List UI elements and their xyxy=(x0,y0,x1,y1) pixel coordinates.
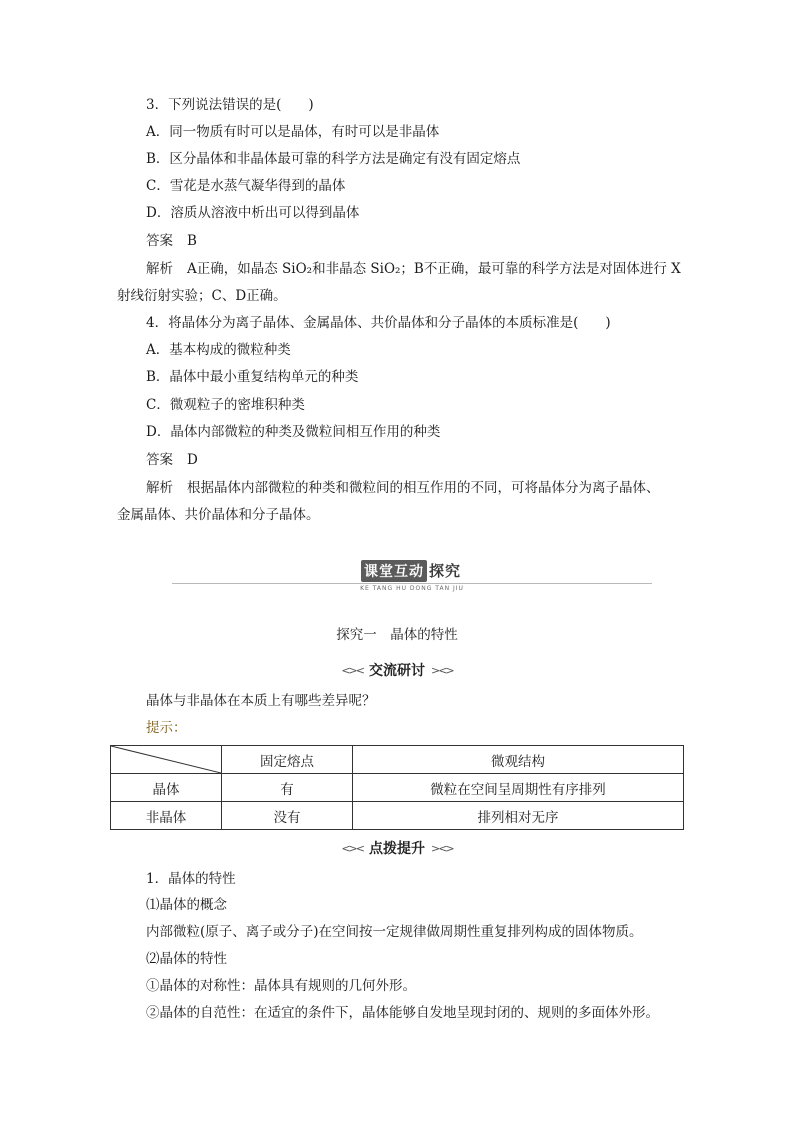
table-header-cell: 微观结构 xyxy=(353,746,684,774)
banner-rest: 探究 xyxy=(428,562,461,580)
analysis-text: A正确，如晶态 SiO₂和非晶态 SiO₂；B不正确，最可靠的科学方法是对固体进行 X xyxy=(187,261,681,277)
hint-label: 提示： xyxy=(146,720,187,736)
table-cell: 晶体 xyxy=(111,774,222,802)
table-cell: 排列相对无序 xyxy=(353,802,684,830)
q4-option-a: A．基本构成的微粒种类 xyxy=(146,342,291,358)
table-row xyxy=(111,802,684,830)
table-row xyxy=(111,774,684,802)
property-symmetry: ①晶体的对称性：晶体具有规则的几何外形。 xyxy=(146,978,416,994)
q3-analysis-line2: 射线衍射实验；C、D正确。 xyxy=(117,288,287,304)
banner-highlight: 课堂互动 xyxy=(361,560,427,582)
right-chevron-decoration-icon: ><> xyxy=(431,841,453,855)
left-chevron-decoration-icon: <>< xyxy=(341,663,363,677)
q4-option-c: C．微观粒子的密堆积种类 xyxy=(146,397,305,413)
table-cell: 有 xyxy=(222,774,353,802)
comparison-table xyxy=(110,745,684,830)
right-chevron-decoration-icon: ><> xyxy=(431,663,453,677)
q4-answer xyxy=(146,451,198,469)
answer-label: 答案 xyxy=(146,452,173,468)
q4-stem: 4．将晶体分为离子晶体、金属晶体、共价晶体和分子晶体的本质标准是( ) xyxy=(146,315,611,331)
answer-value: B xyxy=(187,233,197,249)
table-header-cell: 固定熔点 xyxy=(222,746,353,774)
subitem-1-text: 内部微粒(原子、离子或分子)在空间按一定规律做周期性重复排列构成的固体物质。 xyxy=(146,924,643,940)
item-1-heading: 1．晶体的特性 xyxy=(146,871,236,887)
subitem-2-heading: ⑵晶体的特性 xyxy=(146,951,227,967)
answer-value: D xyxy=(187,452,198,468)
subitem-1-heading: ⑴晶体的概念 xyxy=(146,897,227,913)
question-text: 晶体与非晶体在本质上有哪些差异呢？ xyxy=(146,693,376,709)
q3-option-c: C．雪花是水蒸气凝华得到的晶体 xyxy=(146,178,346,194)
q3-stem: 3．下列说法错误的是( ) xyxy=(146,97,314,113)
q4-option-d: D．晶体内部微粒的种类及微粒间相互作用的种类 xyxy=(146,424,441,440)
q4-analysis-line2: 金属晶体、共价晶体和分子晶体。 xyxy=(117,507,320,523)
q3-option-d: D．溶质从溶液中析出可以得到晶体 xyxy=(146,205,360,221)
banner-rule xyxy=(172,583,652,584)
analysis-label: 解析 xyxy=(146,261,173,277)
q3-answer xyxy=(146,232,197,250)
table-cell: 微粒在空间呈周期性有序排列 xyxy=(353,774,684,802)
property-self-shaping: ②晶体的自范性：在适宜的条件下，晶体能够自发地呈现封闭的、规则的多面体外形。 xyxy=(146,1005,659,1021)
tips-heading-text: 点拨提升 xyxy=(369,841,425,857)
banner-title xyxy=(355,560,467,581)
table-header-row xyxy=(111,746,684,774)
exchange-heading-text: 交流研讨 xyxy=(369,663,425,679)
section-banner xyxy=(172,558,652,594)
analysis-text: 根据晶体内部微粒的种类和微粒间的相互作用的不同，可将晶体分为离子晶体、 xyxy=(187,480,660,496)
exchange-heading xyxy=(0,660,794,680)
diagonal-line-icon xyxy=(111,746,221,773)
section-title: 探究一 晶体的特性 xyxy=(336,627,458,643)
q3-analysis-line1 xyxy=(146,260,681,278)
table-cell: 没有 xyxy=(222,802,353,830)
tips-heading xyxy=(0,838,794,858)
table-cell: 非晶体 xyxy=(111,802,222,830)
q3-option-b: B．区分晶体和非晶体最可靠的科学方法是确定有没有固定熔点 xyxy=(146,151,521,167)
q3-option-a: A．同一物质有时可以是晶体，有时可以是非晶体 xyxy=(146,124,440,140)
q4-option-b: B．晶体中最小重复结构单元的种类 xyxy=(146,369,359,385)
answer-label: 答案 xyxy=(146,233,173,249)
table-corner-cell xyxy=(111,746,222,774)
analysis-label: 解析 xyxy=(146,480,173,496)
banner-subtitle: KE TANG HU DONG TAN JIU xyxy=(360,585,464,592)
left-chevron-decoration-icon: <>< xyxy=(341,841,363,855)
q4-analysis-line1 xyxy=(146,479,660,497)
